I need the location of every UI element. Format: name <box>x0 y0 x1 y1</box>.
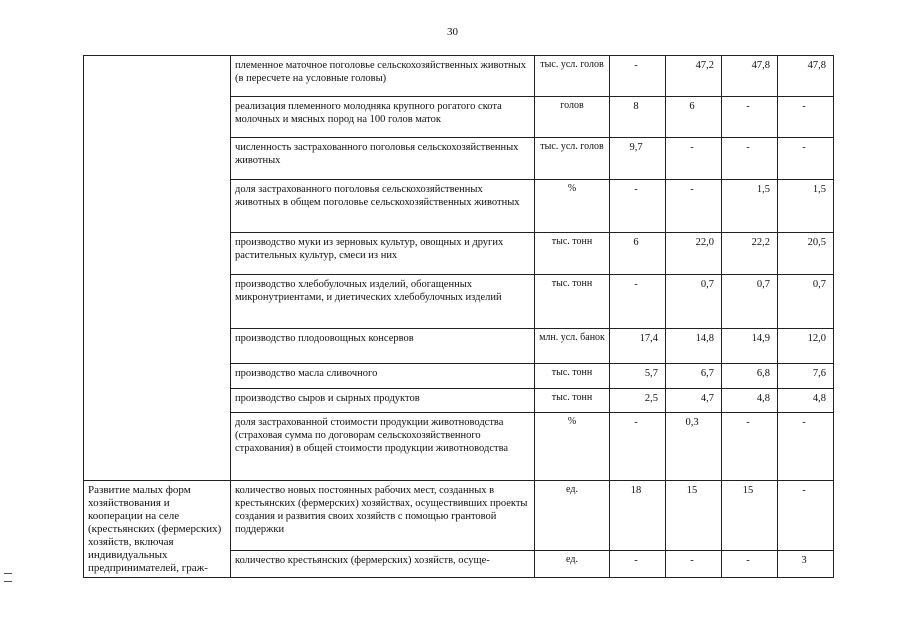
value-cell: 20,5 <box>778 233 834 275</box>
indicator-cell: производство хлебобулочных изделий, обогащенных микронутриентами, и диетических хлебобулочных изделий <box>231 275 535 329</box>
indicator-cell: производство плодоовощных консервов <box>231 329 535 364</box>
unit-cell: тыс. тонн <box>535 275 610 329</box>
value-cell: 12,0 <box>778 329 834 364</box>
page-number: 30 <box>447 26 458 38</box>
indicator-cell: количество крестьянских (фермерских) хозяйств, осуще- <box>231 550 535 577</box>
indicator-cell: численность застрахованного поголовья сельскохозяйственных животных <box>231 138 535 180</box>
value-cell: - <box>666 138 722 180</box>
value-cell: 0,7 <box>666 275 722 329</box>
unit-cell: тыс. тонн <box>535 364 610 389</box>
value-cell: - <box>610 413 666 481</box>
value-cell: 6 <box>610 233 666 275</box>
value-cell: 1,5 <box>778 180 834 233</box>
unit-cell: тыс. тонн <box>535 233 610 275</box>
value-cell: 15 <box>666 481 722 551</box>
value-cell: 47,8 <box>722 56 778 97</box>
value-cell: - <box>722 413 778 481</box>
value-cell: - <box>778 97 834 138</box>
value-cell: 3 <box>778 550 834 577</box>
value-cell: 1,5 <box>722 180 778 233</box>
value-cell: - <box>722 550 778 577</box>
value-cell: 47,8 <box>778 56 834 97</box>
section-cell: Развитие малых форм хозяйствования и кооперации на селе (крестьянских (фермерских) хозяйств, включая индивидуальных предпринимателей, граж- <box>84 481 231 578</box>
indicators-table <box>83 55 834 578</box>
unit-cell: млн. усл. банок <box>535 329 610 364</box>
value-cell: 22,0 <box>666 233 722 275</box>
unit-cell: % <box>535 413 610 481</box>
value-cell: - <box>610 56 666 97</box>
value-cell: 0,7 <box>778 275 834 329</box>
margin-mark <box>4 581 12 582</box>
value-cell: - <box>778 481 834 551</box>
unit-cell: % <box>535 180 610 233</box>
indicator-cell: производство муки из зерновых культур, овощных и других растительных культур, смеси из них <box>231 233 535 275</box>
value-cell: 5,7 <box>610 364 666 389</box>
indicator-cell: производство сыров и сырных продуктов <box>231 389 535 413</box>
value-cell: 9,7 <box>610 138 666 180</box>
indicator-cell: племенное маточное поголовье сельскохозяйственных животных (в пересчете на условные головы) <box>231 56 535 97</box>
value-cell: - <box>666 180 722 233</box>
value-cell: 14,9 <box>722 329 778 364</box>
value-cell: 18 <box>610 481 666 551</box>
value-cell: 6 <box>666 97 722 138</box>
value-cell: 8 <box>610 97 666 138</box>
value-cell: - <box>666 550 722 577</box>
value-cell: 15 <box>722 481 778 551</box>
unit-cell: тыс. усл. голов <box>535 56 610 97</box>
value-cell: - <box>610 550 666 577</box>
value-cell: 14,8 <box>666 329 722 364</box>
indicator-cell: количество новых постоянных рабочих мест, созданных в крестьянских (фермерских) хозяйствах, осуществивших проекты создания и развития своих хозяйств с помощью грантовой поддержки <box>231 481 535 551</box>
value-cell: 7,6 <box>778 364 834 389</box>
unit-cell: ед. <box>535 481 610 551</box>
value-cell: 6,7 <box>666 364 722 389</box>
value-cell: 6,8 <box>722 364 778 389</box>
value-cell: 4,7 <box>666 389 722 413</box>
value-cell: - <box>778 138 834 180</box>
value-cell: - <box>722 138 778 180</box>
section-cell-empty <box>84 56 231 481</box>
unit-cell: тыс. тонн <box>535 389 610 413</box>
value-cell: - <box>778 413 834 481</box>
table-row <box>84 481 834 551</box>
unit-cell: ед. <box>535 550 610 577</box>
table-row <box>84 56 834 97</box>
value-cell: 0,3 <box>666 413 722 481</box>
indicator-cell: реализация племенного молодняка крупного рогатого скота молочных и мясных пород на 100 голов маток <box>231 97 535 138</box>
value-cell: - <box>610 275 666 329</box>
value-cell: 2,5 <box>610 389 666 413</box>
unit-cell: тыс. усл. голов <box>535 138 610 180</box>
margin-mark <box>4 573 12 574</box>
indicator-cell: доля застрахованной стоимости продукции животноводства (страховая сумма по договорам сельскохозяйственного страхования) в общей стоимости продукции животноводства <box>231 413 535 481</box>
indicator-cell: производство масла сливочного <box>231 364 535 389</box>
value-cell: 4,8 <box>722 389 778 413</box>
value-cell: 47,2 <box>666 56 722 97</box>
value-cell: - <box>722 97 778 138</box>
value-cell: - <box>610 180 666 233</box>
unit-cell: голов <box>535 97 610 138</box>
value-cell: 22,2 <box>722 233 778 275</box>
value-cell: 0,7 <box>722 275 778 329</box>
value-cell: 17,4 <box>610 329 666 364</box>
indicator-cell: доля застрахованного поголовья сельскохозяйственных животных в общем поголовье сельскохозяйственных животных <box>231 180 535 233</box>
value-cell: 4,8 <box>778 389 834 413</box>
